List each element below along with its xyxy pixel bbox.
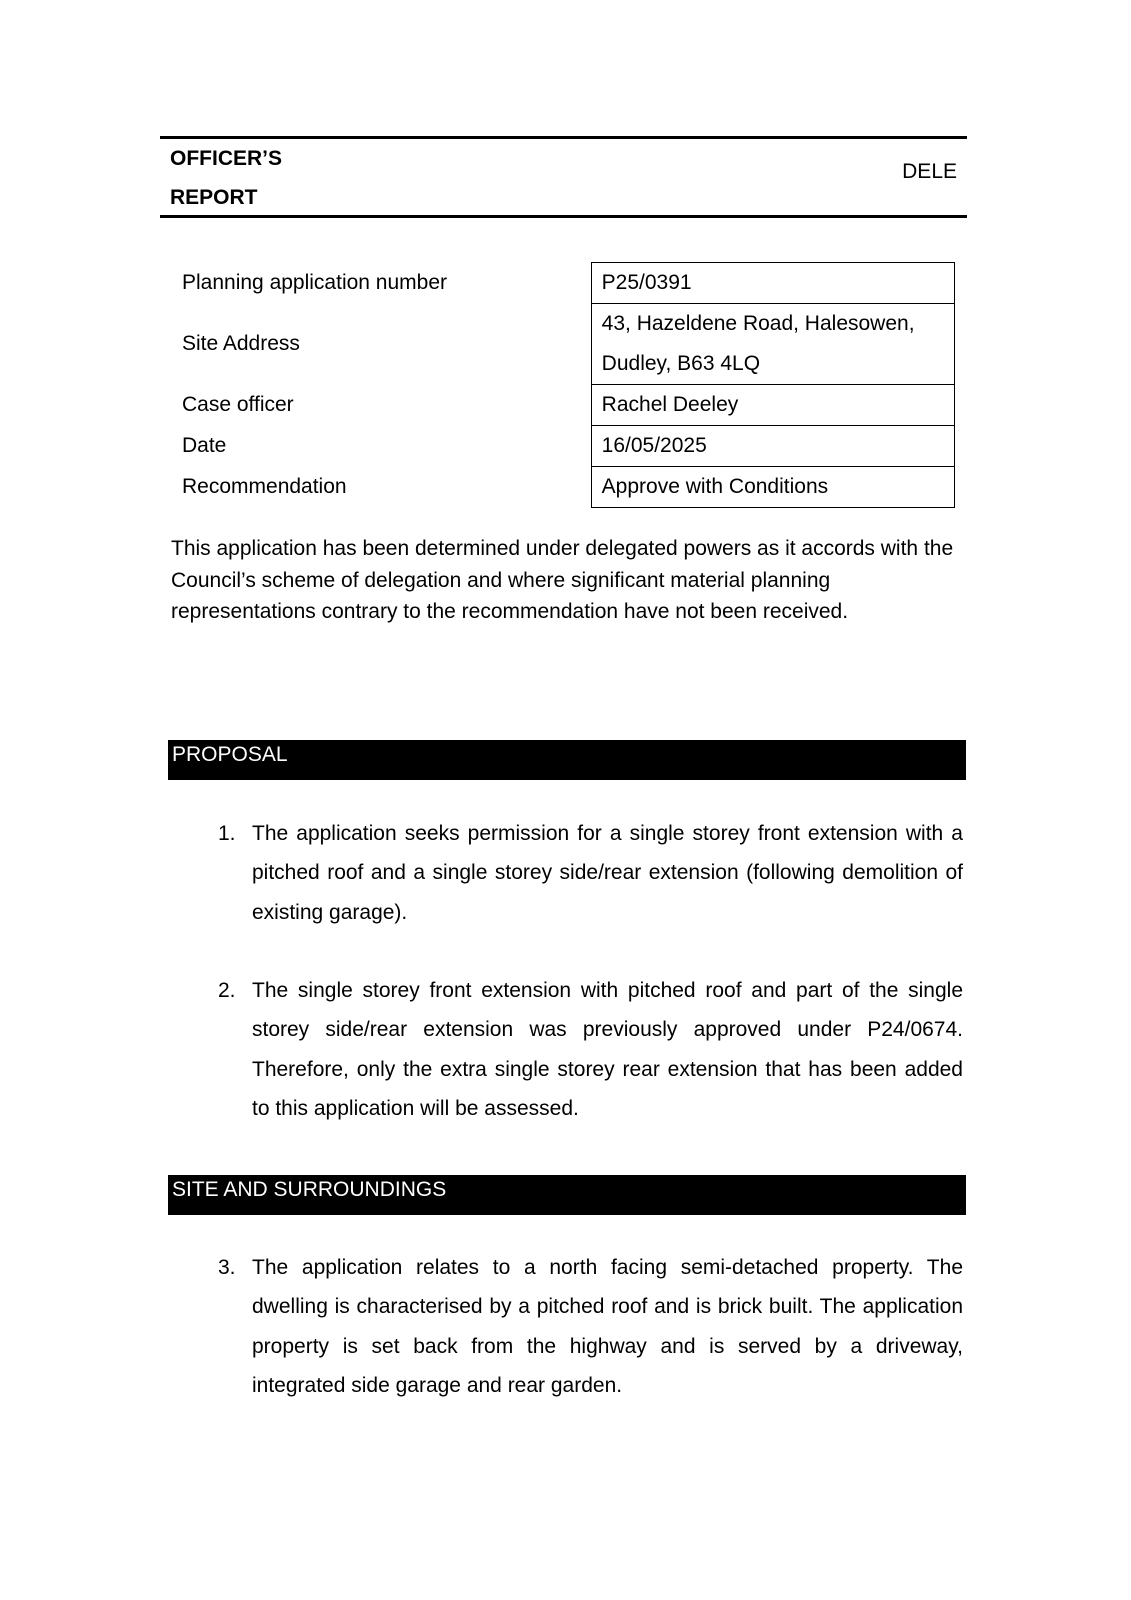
numbered-paragraph bbox=[218, 814, 963, 932]
application-details-table bbox=[170, 262, 955, 508]
report-header bbox=[160, 136, 967, 218]
details-row bbox=[170, 304, 955, 385]
paragraph-number: 3. bbox=[218, 1256, 236, 1279]
details-label: Case officer bbox=[182, 393, 294, 416]
details-value: P25/0391 bbox=[591, 263, 954, 304]
paragraph-text: The application seeks permission for a single storey front extension with a pitched roof and a single storey side/rear extension (following demolition of existing garage). bbox=[252, 822, 963, 924]
details-row bbox=[170, 467, 955, 508]
details-label: Planning application number bbox=[182, 271, 448, 294]
delegation-statement: This application has been determined under delegated powers as it accords with the Council’s scheme of delegation and where significant material planning representations contrary to the recommendation have not been received. bbox=[171, 537, 954, 623]
details-value: 43, Hazeldene Road, Halesowen, Dudley, B63 4LQ bbox=[591, 304, 954, 385]
details-value: 16/05/2025 bbox=[591, 426, 954, 467]
report-title: OFFICER’S REPORT bbox=[170, 147, 283, 209]
section-heading-site: SITE AND SURROUNDINGS bbox=[168, 1175, 966, 1215]
report-type-code: DELE bbox=[902, 160, 957, 183]
numbered-paragraph bbox=[218, 971, 963, 1128]
details-row bbox=[170, 385, 955, 426]
details-row bbox=[170, 426, 955, 467]
details-row bbox=[170, 263, 955, 304]
details-label: Recommendation bbox=[182, 475, 347, 498]
paragraph-text: The application relates to a north facing semi-detached property. The dwelling is characterised by a pitched roof and is brick built. The application property is set back from the highway and is served by a driveway, integrated side garage and rear garden. bbox=[252, 1256, 963, 1397]
paragraph-number: 1. bbox=[218, 822, 236, 845]
paragraph-number: 2. bbox=[218, 979, 236, 1002]
details-value: Rachel Deeley bbox=[591, 385, 954, 426]
paragraph-text: The single storey front extension with pitched roof and part of the single storey side/rear extension was previously approved under P24/0674. Therefore, only the extra single storey rear extension that has been added to this application will be assessed. bbox=[252, 979, 963, 1120]
numbered-paragraph bbox=[218, 1248, 963, 1405]
section-heading-proposal: PROPOSAL bbox=[168, 740, 966, 780]
details-label: Date bbox=[182, 434, 227, 457]
details-value: Approve with Conditions bbox=[591, 467, 954, 508]
details-label: Site Address bbox=[182, 332, 300, 355]
